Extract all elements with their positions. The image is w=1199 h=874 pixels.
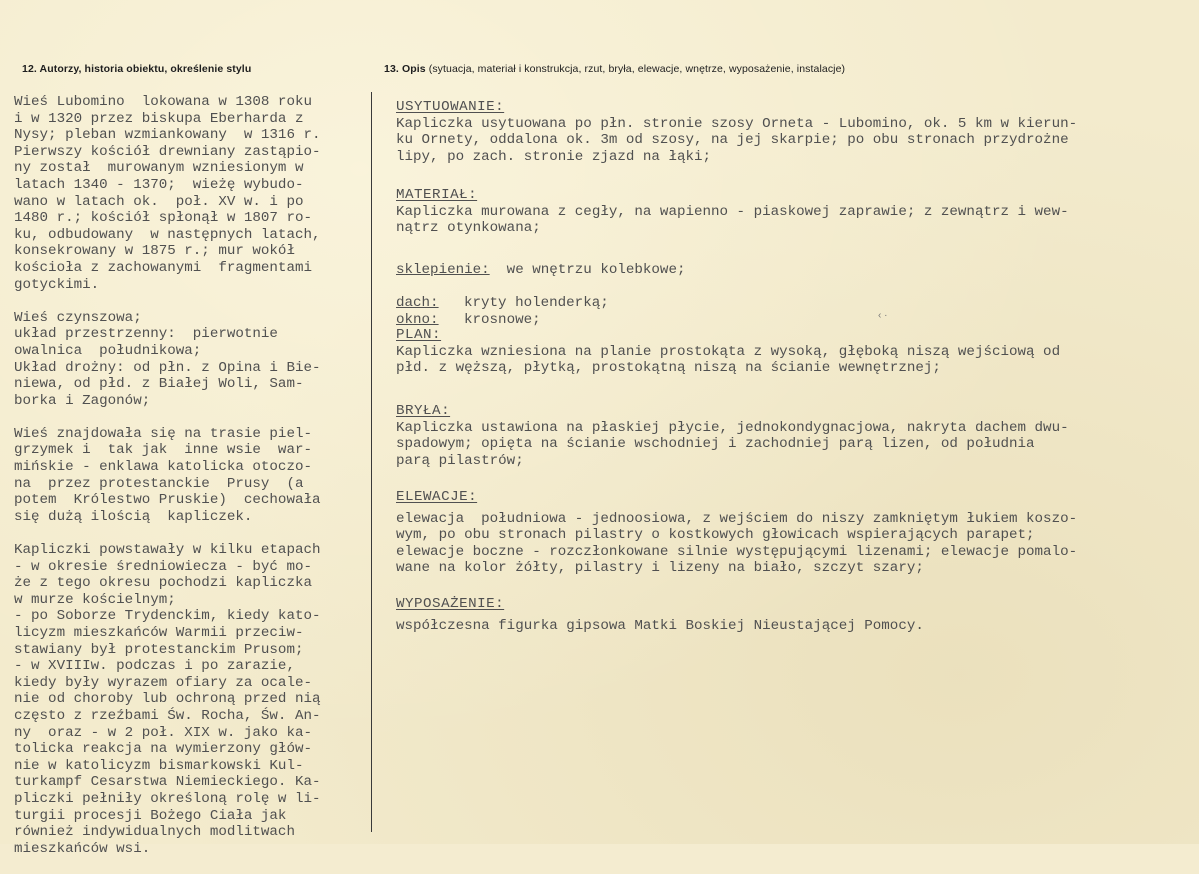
text-line: lipy, po zach. stronie zjazd na łąki; xyxy=(396,148,712,165)
heading-plan: PLAN: xyxy=(396,327,442,343)
text-line: ku Ornety, oddalona ok. 3m od szosy, na jej skarpie; po obu stronach przydrożne xyxy=(396,132,1069,149)
text-line: 1480 r.; kościół spłonął w 1807 ro- xyxy=(14,210,312,227)
section-12-title: 12. Autorzy, historia obiektu, określenie stylu xyxy=(22,63,252,75)
chapels-paragraph xyxy=(14,542,370,857)
text-line: - w XVIIIw. podczas i po zarazie, xyxy=(14,658,295,675)
section-12-header xyxy=(22,63,251,75)
text-line: i w 1320 przez biskupa Eberharda z xyxy=(14,110,304,127)
text-line: kościoła z zachowanymi fragmentami xyxy=(14,259,312,276)
text-line: stawiany był protestanckim Prusom; xyxy=(14,641,304,658)
text-line: spadowym; opięta na ścianie wschodniej i zachodniej parą lizen, od południa xyxy=(396,436,1035,453)
text-line: wym, po obu stronach pilastry o kostkowych głowicach wspierających parapet; xyxy=(396,527,1035,544)
text-line: się dużą ilością kapliczek. xyxy=(14,508,253,525)
text-line: owalnica południkowa; xyxy=(14,342,202,359)
value-okno: krosnowe; xyxy=(464,311,541,328)
text-line: potem Królestwo Pruskie) cechowała xyxy=(14,492,321,509)
text-line: pliczki pełniły określoną rolę w li- xyxy=(14,790,321,807)
text-line: elewacja południowa - jednoosiowa, z wejściem do niszy zamkniętym łukiem koszo- xyxy=(396,510,1078,527)
text-line: tolicka reakcja na wymierzony głów- xyxy=(14,741,312,758)
text-line: płd. z węższą, płytką, prostokątną niszą na ścianie wewnętrznej; xyxy=(396,360,941,377)
section-material xyxy=(396,187,1186,237)
pencil-mark: ‹ · xyxy=(878,310,888,321)
text-line: - w okresie średniowiecza - być mo- xyxy=(14,558,312,575)
section-13-number: 13. xyxy=(384,63,399,75)
text-line: często z rzeźbami Św. Rocha, Św. An- xyxy=(14,707,321,724)
label-okno: okno: xyxy=(396,311,439,328)
pilgrimage-paragraph xyxy=(14,426,370,526)
text-line: nie od choroby lub ochroną przed nią xyxy=(14,691,321,708)
section-plan xyxy=(396,327,1186,377)
history-column xyxy=(14,94,370,874)
text-line: Pierwszy kościół drewniany zastąpio- xyxy=(14,143,321,160)
label-sklepienie: sklepienie: xyxy=(396,262,490,278)
section-dach xyxy=(396,295,1186,328)
text-line: w murze kościelnym; xyxy=(14,591,176,608)
text-line: Kapliczki powstawały w kilku etapach xyxy=(14,542,321,559)
text-line: Kapliczka usytuowana po płn. stronie szosy Orneta - Lubomino, ok. 5 km w kierun- xyxy=(396,115,1078,132)
text-line: Kapliczka wzniesiona na planie prostokąta z wysoką, głęboką niszą wejściową od xyxy=(396,343,1061,360)
section-sklepienie xyxy=(396,262,1186,279)
text-line: grzymek i tak jak inne wsie war- xyxy=(14,442,312,459)
section-13-title: Opis xyxy=(401,63,426,75)
text-line: Wieś czynszowa; xyxy=(14,309,142,326)
text-line: nątrz otynkowana; xyxy=(396,220,541,237)
text-line: elewacje boczne - rozczłonkowane silnie występującymi lizenami; elewacje pomalo- xyxy=(396,543,1078,560)
text-line: ny został murowanym wzniesionym w xyxy=(14,160,304,177)
section-13-subtitle: (sytuacja, materiał i konstrukcja, rzut, bryła, elewacje, wnętrze, wyposażenie, instalacje) xyxy=(428,63,846,75)
heading-material: MATERIAŁ: xyxy=(396,187,478,203)
column-divider xyxy=(371,92,372,832)
text-line: licyzm mieszkańców Warmii przeciw- xyxy=(14,625,304,641)
heading-bryla: BRYŁA: xyxy=(396,403,451,419)
text-line: że z tego okresu pochodzi kapliczka xyxy=(14,575,312,592)
text-line: Kapliczka ustawiona na płaskiej płycie, jednokondygnacjowa, nakryta dachem dwu- xyxy=(396,419,1069,436)
text-line: gotyckimi. xyxy=(14,276,100,293)
label-dach: dach: xyxy=(396,295,439,311)
text-line: Kapliczka murowana z cegły, na wapienno - piaskowej zaprawie; z zewnątrz i wew- xyxy=(396,203,1069,220)
text-line: Wieś Lubomino lokowana w 1308 roku xyxy=(14,94,312,110)
text-line: borka i Zagonów; xyxy=(14,392,151,409)
text-line: - po Soborze Trydenckim, kiedy kato- xyxy=(14,608,321,625)
text-line: mieszkańców wsi. xyxy=(14,840,151,857)
text-line: latach 1340 - 1370; wieżę wybudo- xyxy=(14,176,304,193)
text-line: turgii procesji Bożego Ciała jak xyxy=(14,807,287,824)
value-dach: kryty holenderką; xyxy=(464,295,609,311)
text-line: Układ drożny: od płn. z Opina i Bie- xyxy=(14,359,321,376)
section-wyposazenie xyxy=(396,596,1186,634)
history-paragraph xyxy=(14,94,370,293)
heading-usytuowanie: USYTUOWANIE: xyxy=(396,99,505,115)
text-line: Nysy; pleban wzmiankowany w 1316 r. xyxy=(14,127,321,144)
text-line: kiedy były wyrazem ofiary za ocale- xyxy=(14,674,312,691)
text-line: ny oraz - w 2 poł. XIX w. jako ka- xyxy=(14,724,312,741)
value-sklepienie: we wnętrzu kolebkowe; xyxy=(489,262,686,278)
section-bryla xyxy=(396,403,1186,469)
text-line: nie w katolicyzm bismarkowski Kul- xyxy=(14,757,304,774)
text-line: parą pilastrów; xyxy=(396,452,524,469)
text-line: wane na kolor żółty, pilastry i lizeny na biało, szczyt szary; xyxy=(396,560,924,577)
heading-elewacje: ELEWACJE: xyxy=(396,489,478,505)
section-elewacje xyxy=(396,489,1186,577)
text-line: współczesna figurka gipsowa Matki Boskiej Nieustającej Pomocy. xyxy=(396,617,924,634)
text-line: ku, odbudowany w następnych latach, xyxy=(14,226,321,243)
text-line: niewa, od płd. z Białej Woli, Sam- xyxy=(14,376,304,393)
text-line: układ przestrzenny: pierwotnie xyxy=(14,326,278,343)
text-line: Wieś znajdowała się na trasie piel- xyxy=(14,425,312,442)
text-line: mińskie - enklawa katolicka otoczo- xyxy=(14,459,312,476)
text-line: turkampf Cesarstwa Niemieckiego. Ka- xyxy=(14,774,321,791)
heading-wyposazenie: WYPOSAŻENIE: xyxy=(396,596,505,612)
text-line: również indywidualnych modlitwach xyxy=(14,824,295,841)
text-line: na przez protestanckie Prusy (a xyxy=(14,475,304,492)
section-13-header xyxy=(384,63,845,75)
layout-paragraph xyxy=(14,310,370,410)
text-line: wano w latach ok. poł. XV w. i po xyxy=(14,193,304,210)
section-usytuowanie xyxy=(396,99,1186,165)
text-line: konsekrowany w 1875 r.; mur wokół xyxy=(14,243,295,260)
